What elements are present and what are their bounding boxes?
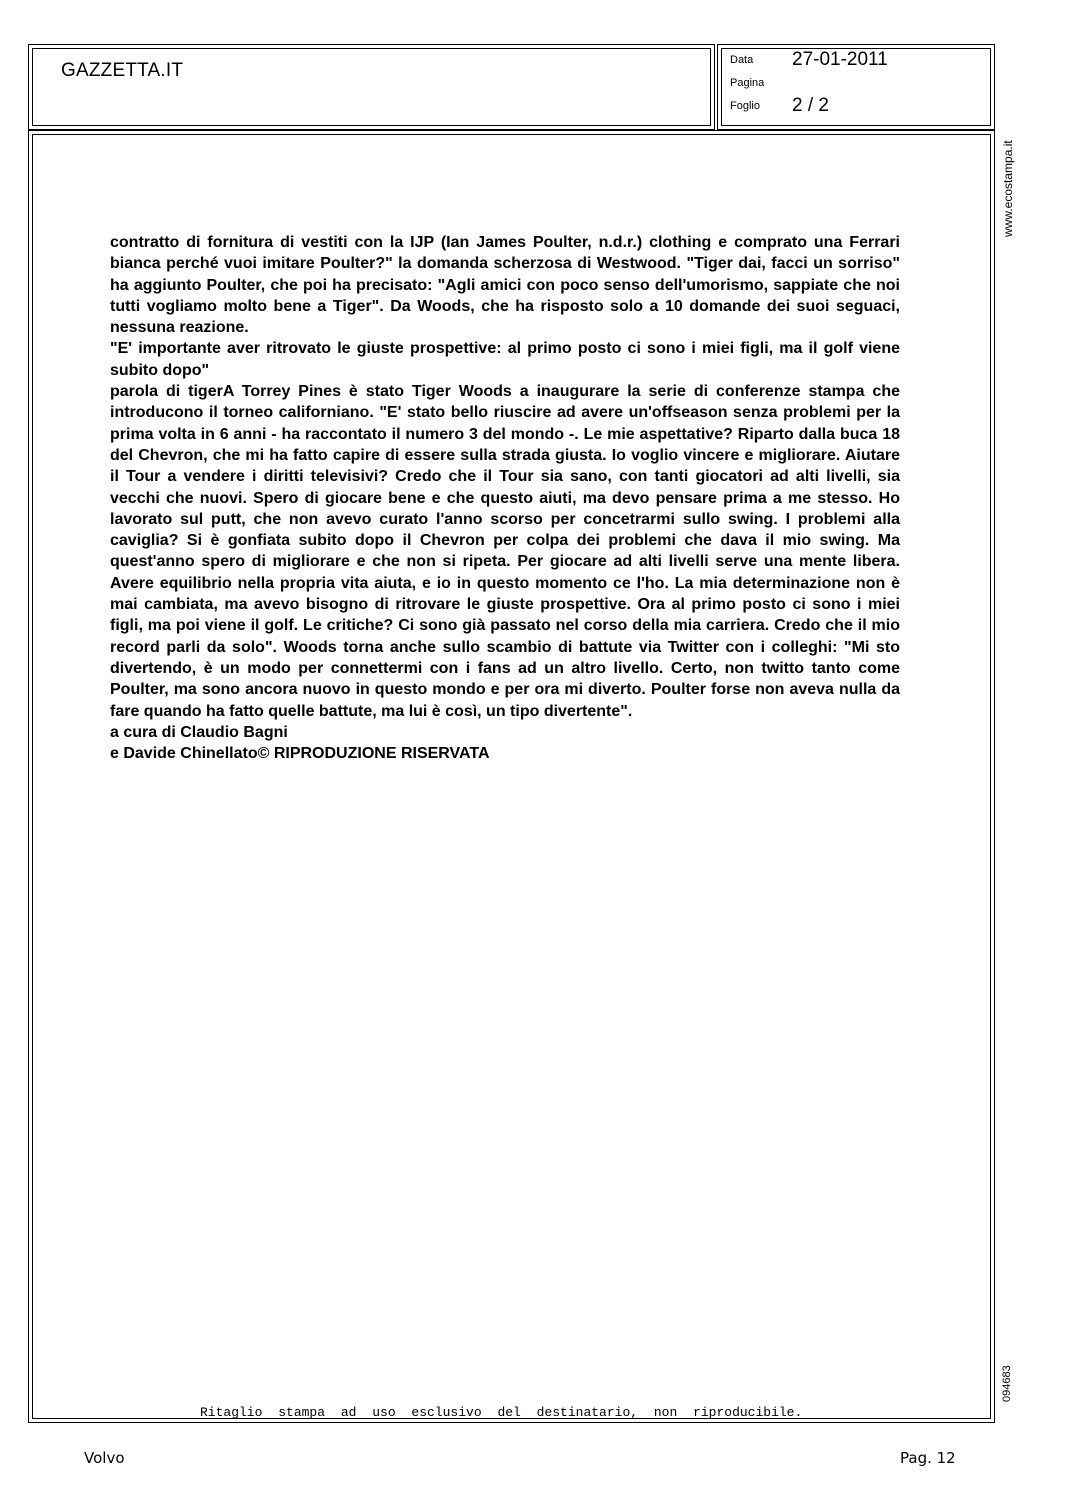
article-paragraph: contratto di fornitura di vestiti con la IJP (Ian James Poulter, n.d.r.) clothing e comprato una Ferrari bianca perché vuoi imitare Poulter?" la domanda scherzosa di Westwood. "Tiger dai, facci un sorriso" ha aggiunto Poulter, che poi ha precisato: "Agli amici con poco senso dell'umorismo, sappiate che noi tutti vogliamo molto bene a Tiger". Da Woods, che ha risposto solo a 10 domande dei suoi seguaci, nessuna reazione. (110, 234, 900, 337)
foglio-label: Foglio (730, 100, 760, 112)
article-paragraph: parola di tigerA Torrey Pines è stato Tiger Woods a inaugurare la serie di conferenze stampa che introducono il torneo californiano. "E' stato bello riuscire ad avere un'offseason senza problemi per la prima volta in 6 anni - ha raccontato il numero 3 del mondo -. Le mie aspettative? Riparto dalla buca 18 del Chevron, che mi ha fatto capire di essere sulla strada giusta. Io voglio vincere e migliorare. Aiutare il Tour a vendere i diritti televisivi? Credo che il Tour sia sano, con tanti giocatori ad alti livelli, sia vecchi che nuovi. Spero di giocare bene e che questo aiuti, ma devo pensare prima a me stesso. Ho lavorato sul putt, che non avevo curato l'anno scorso per concetrarmi sullo swing. I problemi alla caviglia? Si è gonfiata subito dopo il Chevron per colpa dei problemi che dava il mio swing. Ma quest'anno spero di migliorare e che non si ripeta. Per giocare ad alti livelli serve una mente libera. Avere equilibrio nella propria vita aiuta, e io in questo momento ce l'ho. La mia determinazione non è mai cambiata, ma avevo bisogno di ritrovare le giuste prospettive. Ora al primo posto ci sono i miei figli, ma poi viene il golf. Le critiche? Ci sono già passato nel corso della mia carriera. Credo che il mio record parli da solo". Woods torna anche sullo scambio di battute via Twitter con i colleghi: "Mi sto divertendo, è un modo per connettermi con i fans ad un altro livello. Certo, non twitto tanto come Poulter, ma sono ancora nuovo in questo mondo e per ora mi diverto. Poulter forse non aveva nulla da fare quando ha fatto quelle battute, ma lui è così, un tipo divertente". (110, 383, 900, 720)
header-publication-box (28, 44, 715, 130)
foglio-value: 2 / 2 (792, 95, 829, 116)
reproduction-notice: Ritaglio stampa ad uso esclusivo del destinatario, non riproducibile. (200, 1405, 803, 1420)
page-number: Pag. 12 (900, 1449, 956, 1467)
pagina-label: Pagina (730, 77, 765, 89)
article-paragraph: "E' importante aver ritrovato le giuste prospettive: al primo posto ci sono i miei figli, ma il golf viene subito dopo" (110, 340, 900, 379)
author-line: a cura di Claudio Bagni (110, 723, 288, 741)
advertiser-label: Volvo (84, 1449, 125, 1467)
article-body (110, 232, 900, 764)
publication-name: GAZZETTA.IT (61, 60, 184, 81)
data-label: Data (730, 54, 754, 66)
clipping-code: 094683 (1001, 1365, 1013, 1402)
rights-line: e Davide Chinellato© RIPRODUZIONE RISERVATA (110, 745, 490, 763)
data-value: 27-01-2011 (792, 49, 888, 70)
source-url: www.ecostampa.it (1001, 140, 1015, 237)
